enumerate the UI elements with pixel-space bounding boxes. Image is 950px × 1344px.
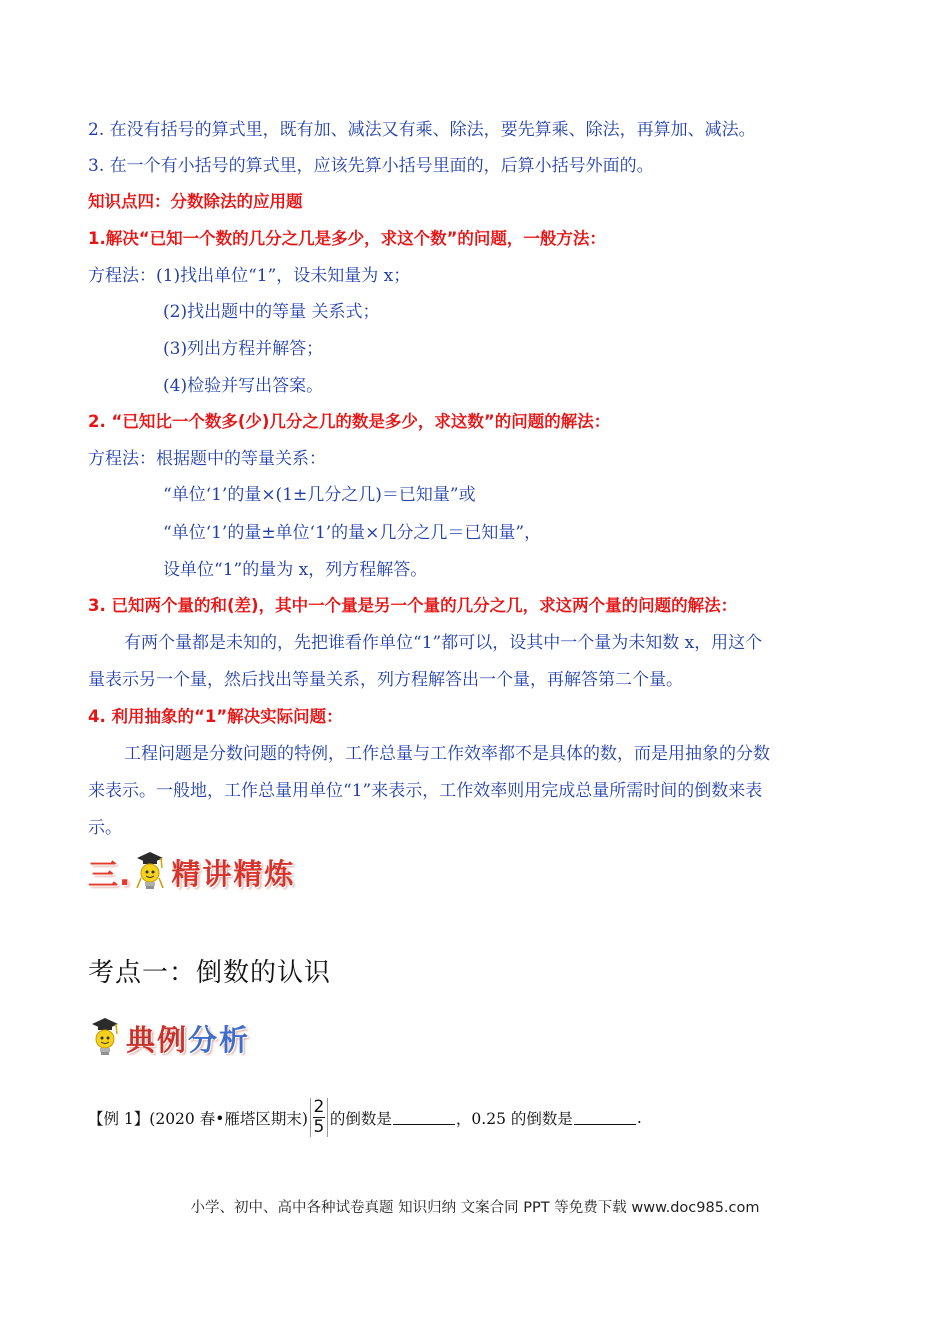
- method4-line-1: 工程问题是分数问题的特例，工作总量与工作效率都不是具体的数，而是用抽象的分数: [124, 744, 770, 764]
- section-title-red: 典例: [126, 1022, 189, 1057]
- section-banner-jingjiang: [88, 848, 295, 896]
- method3-line-2: 量表示另一个量，然后找出等量关系，列方程解答出一个量，再解答第二个量。: [88, 670, 683, 690]
- example-prefix: 【例 1】(2020 春•雁塔区期末): [88, 1109, 308, 1128]
- method2-line-1: 方程法：根据题中的等量关系：: [88, 449, 326, 469]
- method2-line-4: 设单位“1”的量为 x，列方程解答。: [163, 560, 428, 580]
- method4-line-3: 示。: [88, 818, 122, 838]
- method4-title: 4. 利用抽象的“1”解决实际问题：: [88, 707, 343, 726]
- method1-step-2: (2)找出题中的等量 关系式；: [163, 302, 380, 322]
- answer-blank-2[interactable]: [574, 1110, 636, 1125]
- answer-blank-1[interactable]: [393, 1110, 455, 1125]
- kp4-heading: 知识点四：分数除法的应用题: [88, 192, 303, 211]
- section-title-blue: 分析: [188, 1022, 251, 1057]
- method3-line-1: 有两个量都是未知的，先把谁看作单位“1”都可以，设其中一个量为未知数 x，用这个: [124, 633, 763, 653]
- example-sep: ，0.25 的倒数是: [455, 1109, 573, 1128]
- method1-step-1: 方程法：(1)找出单位“1”，设未知量为 x；: [88, 266, 411, 286]
- footer-text: 小学、初中、高中各种试卷真题 知识归纳 文案合同 PPT 等免费下载 www.doc985.com: [190, 1200, 760, 1216]
- graduate-bulb-icon: [88, 1014, 122, 1062]
- fraction: [310, 1098, 328, 1137]
- method1-title: 1.解决“已知一个数的几分之几是多少，求这个数”的问题，一般方法：: [88, 229, 606, 248]
- method2-line-2: “单位‘1’的量×(1±几分之几)＝已知量”或: [163, 485, 476, 505]
- section-title: 精讲精炼: [171, 856, 296, 891]
- section-banner-dianli: [88, 1014, 250, 1062]
- graduate-bulb-icon: [133, 848, 167, 896]
- method3-title: 3. 已知两个量的和(差)，其中一个量是另一个量的几分之几，求这两个量的问题的解法：: [88, 596, 738, 615]
- fraction-denominator: 5: [313, 1117, 325, 1137]
- example-mid: 的倒数是: [329, 1109, 392, 1128]
- section-number: 三.: [88, 858, 132, 893]
- example-end: .: [636, 1108, 642, 1127]
- section-title-dianli: [126, 1018, 250, 1059]
- method1-step-4: (4)检验并写出答案。: [163, 376, 324, 396]
- method4-line-2: 来表示。一般地，工作总量用单位“1”来表示，工作效率则用完成总量所需时间的倒数来表: [88, 781, 763, 801]
- method2-title: 2. “已知比一个数多(少)几分之几的数是多少，求这数”的问题的解法：: [88, 412, 611, 431]
- method2-line-3: “单位‘1’的量±单位‘1’的量×几分之几＝已知量”，: [163, 523, 542, 543]
- example-1: [88, 1098, 642, 1137]
- rule-3: 3. 在一个有小括号的算式里，应该先算小括号里面的，后算小括号外面的。: [88, 156, 654, 176]
- fraction-numerator: 2: [313, 1097, 325, 1117]
- kaodian-title: 考点一：倒数的认识: [88, 958, 332, 988]
- rule-2: 2. 在没有括号的算式里，既有加、减法又有乘、除法，要先算乘、除法，再算加、减法。: [88, 120, 756, 140]
- method1-step-3: (3)列出方程并解答；: [163, 339, 324, 359]
